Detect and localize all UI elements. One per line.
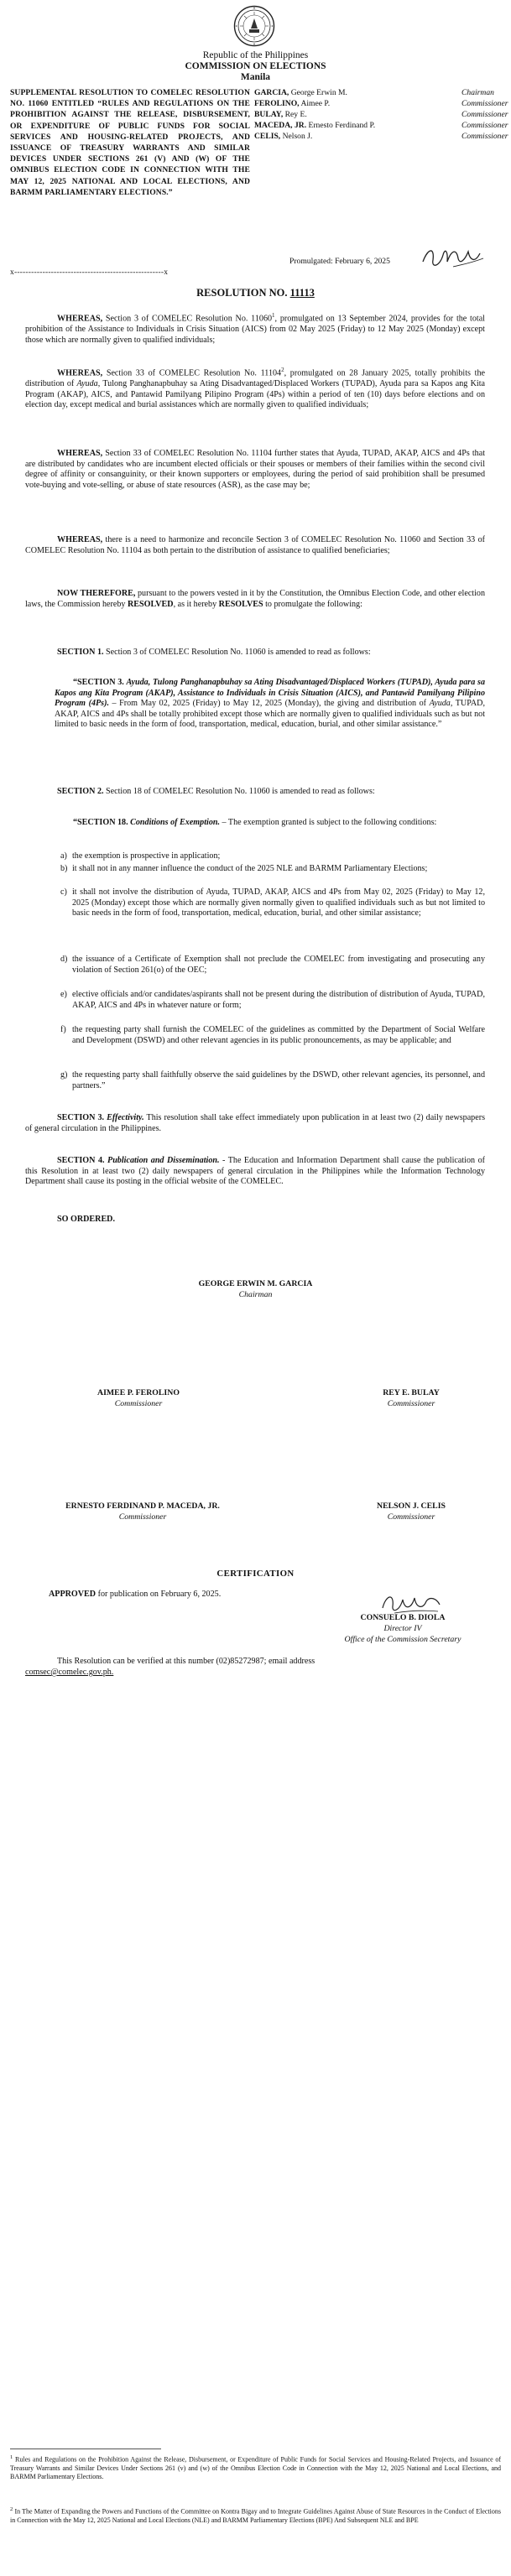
resolution-number: RESOLUTION NO. 11113 [196, 287, 315, 299]
condition-item: e) elective officials and/or candidates/aspirants shall not be present during the distribution of distribution of Ayuda, TUPAD, AKAP, AICS and 4Ps in whatever nature or form; [60, 990, 485, 1010]
section-2-quoted-text: “SECTION 18. Conditions of Exemption. – The exemption granted is subject to the following conditions: [73, 818, 437, 827]
resolution-caption: SUPPLEMENTAL RESOLUTION TO COMELEC RESOLUTION NO. 11060 ENTITLED “RULES AND REGULATIONS ON THE PROHIBITION AGAINST THE RELEASE, DISBURSEMENT, OR EXPENDITURE OF PUBLIC FUNDS FOR SOCIAL SERVICES AND HOUSING-RELATED PROJECTS, AND ISSUANCE OF TREASURY WARRANTS AND SIMILAR DEVICES UNDER SECTIONS 261 (V) AND (W) OF THE OMNIBUS ELECTION CODE IN CONNECTION WITH THE MAY 12, 2025 NATIONAL AND LOCAL ELECTIONS, AND BARMM PARLIAMENTARY ELECTIONS.” [10, 88, 250, 197]
document-page: Republic of the Philippines COMMISSION ON ELECTIONS Manila SUPPLEMENTAL RESOLUTION TO COMELEC RESOLUTION NO. 11060 ENTITLED “RULES AND REGULATIONS ON THE PROHIBITION AGAINST THE RELEASE, DISBURSEMENT, OR EXPENDITURE OF PUBLIC FUNDS FOR SOCIAL SERVICES AND HOUSING-RELATED PROJECTS, AND ISSUANCE OF TREASURY WARRANTS AND SIMILAR DEVICES UNDER SECTIONS 261 (V) AND (W) OF THE OMNIBUS ELECTION CODE IN CONNECTION WITH THE MAY 12, 2025 NATIONAL AND LOCAL ELECTIONS, AND BARMM PARLIAMENTARY ELECTIONS.” x-----------------------------------------------------x GARCIA, George Erwin M. Chairman FEROLINO, Aimee P. Commissioner BULAY, Rey E. Commissioner MACEDA, JR. Ernesto Ferdinand P. Commissioner CELIS, Nelson J. Commissioner Promulgated: February 6, 2025 RESOLUTION NO. 11113 WHEREAS, Section 3 of COMELEC Resolution No. 11060$^1$, promulgated on 13 September 2024, provides for the total prohibition of the Assistance to Individuals in Crisis Situation (AICS) from 02 May 2025 (Friday) to 12 May 2025 (Monday) except those which are normally given to qualified individuals; WHEREAS, Section 33 of COMELEC Resolution No. 11104$^2$, promulgated on 28 January 2025, totally prohibits the distribution of Ayuda, Tulong Panghanapbuhay sa Ating Disadvantaged/Displaced Workers (TUPAD), Ayuda para sa Kapos ang Kita Program (AKAP), AICS, and Pantawid Pamilyang Pilipino Program (4Ps) within a period of ten (10) days before elections and on election day, except medical and burial assistances which are normally given to qualified individuals; WHEREAS, Section 33 of COMELEC Resolution No. 11104 further states that Ayuda, TUPAD, AKAP, AICS and 4Ps that are distributed by candidates who are incumbent elected officials or their spouses or members of their families within the second civil degree of affinity or consanguinity, or their known supporters or employees, during the period of said prohibition shall be presumed vote-buying and vote-selling, or abuse of state resources (ASR), as the case may be; WHEREAS, there is a need to harmonize and reconcile Section 3 of COMELEC Resolution No. 11060 and Section 33 of COMELEC Resolution No. 11104 as both pertain to the distribution of assistance to qualified beneficiaries; NOW THEREFORE, pursuant to the powers vested in it by the Constitution, the Omnibus Election Code, and other election laws, the Commission hereby RESOLVED, as it hereby RESOLVES to promulgate the following: SECTION 1. Section 3 of COMELEC Resolution No. 11060 is amended to read as follows: “SECTION 3. Ayuda, Tulong Panghanapbuhay sa Ating Disadvantaged/Displaced Workers (TUPAD), Ayuda para sa Kapos ang Kita Program (AKAP), Assistance to Individuals in Crisis Situation (AICS), and Pantawid Pamilyang Pilipino Program (4Ps). – From May 02, 2025 (Friday) to May 12, 2025 (Monday), the giving and distribution of Ayuda, TUPAD, AKAP, AICS and 4Ps shall be totally prohibited except those which are normally given to qualified individuals such as but not limited to basic needs in the form of food, transportation, medical, education, burial, and other similar assistance.” SECTION 2. Section 18 of COMELEC Resolution No. 11060 is amended to read as follows: “SECTION 18. Conditions of Exemption. – The exemption granted is subject to the following conditions: a) the exemption is prospective in application; b) it shall not in any manner influence the conduct of the 2025 NLE and BARMM Parliamentary Elections; c) it shall not involve the distribution of Ayuda, TUPAD, AKAP, AICS and 4Ps from May 02, 2025 (Friday) to May 12, 2025 (Monday) except those which are normally given normally given to qualified individuals such as but not limited to basic needs in the form of food, transportation, medical, education, burial, and other similar assistance; d) the issuance of a Certificate of Exemption shall not preclude the COMELEC from investigating and prosecuting any violation of Section 261(o) of the OEC; e) elective officials and/or candidates/aspirants shall not be present during the distribution of distribution of Ayuda, TUPAD, AKAP, AICS and 4Ps in whatever nature or form; f) the requesting party shall furnish the COMELEC of the guidelines as committed by the Department of Social Welfare and Development (DSWD) and other relevant agencies in its public pronouncements, as may be applicable; and g) the requesting party shall faithfully observe the said guidelines by the DSWD, other relevant agencies, its personnel, and partners.” SECTION 3. Effectivity. This resolution shall take effect immediately upon publication in at least two (2) daily newspapers of general circulation in the Philippines. SECTION 4. Publication and Dissemination. - The Education and Information Department shall cause the publication of this Resolution in at least two (2) daily newspapers of general circulation in the Philippines while the Information Technology Department shall cause its posting in the official website of the COMELEC. SO ORDERED. GEORGE ERWIN M. GARCIA Chairman AIMEE P. FEROLINO Commissioner REY E. BULAY Commissioner ERNESTO FERDINAND P. MACEDA, JR. Commissioner NELSON J. CELIS Commissioner CERTIFICATION APPROVED for publication on February 6, 2025. CONSUELO B. DIOLA Director IV Office of the Commission Secretary This Resolution can be verified at this number (02)85272987; email address comsec@comelec.gov.ph. $^1$ Rules and Regulations on the Prohibition Against the Release, Disbursement, or Expenditure of Public Funds for Social Services and Housing-Related Projects, and Issuance of Treasury Warrants and Similar Devices Under Sections 261 (v) and (w) of the Omnibus Election Code in Connection with the May 12, 2025 National and Local Elections, and BARMM Parliamentary Elections. $^2$ In The Matter of Expanding the Powers and Functions of the Committee on Kontra Bigay and to Integrate Guidelines Against Abuse of State Resources in the Conduct of Elections in Connection with the May 12, 2025 National and Local Elections (NLE) and BARMM Parliamentary Elections (BPE) And Subsequent NLE and BPE [0, 0, 511, 2576]
whereas-clause-3: WHEREAS, Section 33 of COMELEC Resolution No. 11104 further states that Ayuda, TUPAD, AKAP, AICS and 4Ps that are distributed by candidates who are incumbent elected officials or their spouses or members of their families within the second civil degree of affinity or consanguinity, or their known supporters or employees, during the period of said prohibition shall be presumed vote-buying and vote-selling, or abuse of state resources (ASR), as the case may be; [25, 449, 485, 490]
verification-note: This Resolution can be verified at this number (02)85272987; email address [57, 1657, 315, 1666]
commissioner-name: REY E. BULAY [383, 1388, 440, 1397]
section-1-quoted-text: “SECTION 3. Ayuda, Tulong Panghanapbuhay sa Ating Disadvantaged/Displaced Workers (TUPAD), Ayuda para sa Kapos ang Kita Program (AKAP), Assistance to Individuals in Crisis Situation (AICS), and Pantawid Pamilyang Pilipino Program (4Ps). – From May 02, 2025 (Friday) to May 12, 2025 (Monday), the giving and distribution of Ayuda, TUPAD, AKAP, AICS and 4Ps shall be totally prohibited except those which are normally given to qualified individuals such as but not limited to basic needs in the form of food, transportation, medical, education, burial, and other similar assistance.” [55, 678, 486, 730]
now-therefore-clause: NOW THEREFORE, pursuant to the powers vested in it by the Constitution, the Omnibus Election Code, and other election laws, the Commission hereby RESOLVED, as it hereby RESOLVES to promulgate the following: [25, 589, 485, 609]
promulgation-date: Promulgated: February 6, 2025 [289, 257, 390, 266]
chairman-name: GEORGE ERWIN M. GARCIA [198, 1279, 313, 1288]
secretary-office: Office of the Commission Secretary [344, 1635, 461, 1644]
secretary-name: CONSUELO B. DIOLA [360, 1613, 446, 1622]
secretary-title: Director IV [383, 1624, 422, 1633]
certification-approved: APPROVED for publication on February 6, 2025. [49, 1590, 222, 1599]
commissioner-name: NELSON J. CELIS [377, 1501, 446, 1511]
commissioner-role: Commissioner [387, 1512, 435, 1522]
condition-item: c) it shall not involve the distribution of Ayuda, TUPAD, AKAP, AICS and 4Ps from May 02, 2025 (Friday) to May 12, 2025 (Monday) except those which are normally given normally given to qualified individuals such as but not limited to basic needs in the form of food, transportation, medical, education, burial, and other similar assistance; [60, 887, 485, 919]
comelec-seal-icon [233, 5, 275, 47]
commissioner-name: AIMEE P. FEROLINO [97, 1388, 180, 1397]
header-city: Manila [240, 72, 271, 82]
section-1: SECTION 1. Section 3 of COMELEC Resolution No. 11060 is amended to read as follows: [57, 648, 371, 657]
caption-separator: x-----------------------------------------------------x [10, 268, 169, 277]
footnote-2: $^2$ In The Matter of Expanding the Powers and Functions of the Committee on Kontra Bigay and to Integrate Guidelines Against Abuse of State Resources in the Conduct of Elections in Connection with the May 12, 2025 National and Local Elections (NLE) and BARMM Parliamentary Elections (BPE) And Subsequent NLE and BPE [10, 2506, 501, 2524]
header-republic: Republic of the Philippines [202, 50, 309, 60]
commissioner-role: Commissioner [118, 1512, 167, 1522]
certification-heading: CERTIFICATION [216, 1569, 295, 1579]
chairman-role: Chairman [238, 1290, 273, 1299]
so-ordered: SO ORDERED. [57, 1215, 115, 1224]
commissioner-role: Commissioner [387, 1399, 435, 1408]
whereas-clause-2: WHEREAS, Section 33 of COMELEC Resolution No. 11104$^2$, promulgated on 28 January 2025, totally prohibits the distribution of Ayuda, Tulong Panghanapbuhay sa Ating Disadvantaged/Displaced Workers (TUPAD), Ayuda para sa Kapos ang Kita Program (AKAP), AICS, and Pantawid Pamilyang Pilipino Program (4Ps) within a period of ten (10) days before elections and on election day, except medical and burial assistances which are normally given to qualified individuals; [25, 367, 485, 410]
condition-item: f) the requesting party shall furnish the COMELEC of the guidelines as committed by the Department of Social Welfare and Development (DSWD) and other relevant agencies in its public pronouncements, as may be applicable; and [60, 1025, 485, 1045]
commissioner-role: Commissioner [114, 1399, 163, 1408]
signature-image [420, 242, 487, 272]
section-3-effectivity: SECTION 3. Effectivity. This resolution shall take effect immediately upon publication in at least two (2) daily newspapers of general circulation in the Philippines. [25, 1113, 485, 1133]
condition-item: a) the exemption is prospective in application; [60, 851, 221, 861]
condition-item: g) the requesting party shall faithfully observe the said guidelines by the DSWD, other relevant agencies, its personnel, and partners.” [60, 1070, 485, 1090]
condition-item: b) it shall not in any manner influence the conduct of the 2025 NLE and BARMM Parliamentary Elections; [60, 864, 428, 873]
commissioner-name: ERNESTO FERDINAND P. MACEDA, JR. [65, 1501, 220, 1511]
footnote-1: $^1$ Rules and Regulations on the Prohibition Against the Release, Disbursement, or Expenditure of Public Funds for Social Services and Housing-Related Projects, and Issuance of Treasury Warrants and Similar Devices Under Sections 261 (v) and (w) of the Omnibus Election Code in Connection with the May 12, 2025 National and Local Elections, and BARMM Parliamentary Elections. [10, 2454, 502, 2480]
section-2: SECTION 2. Section 18 of COMELEC Resolution No. 11060 is amended to read as follows: [57, 787, 375, 796]
verification-email[interactable]: comsec@comelec.gov.ph. [25, 1668, 114, 1677]
whereas-clause-4: WHEREAS, there is a need to harmonize and reconcile Section 3 of COMELEC Resolution No. 11060 and Section 33 of COMELEC Resolution No. 11104 as both pertain to the distribution of assistance to qualified beneficiaries; [25, 535, 485, 555]
condition-item: d) the issuance of a Certificate of Exemption shall not preclude the COMELEC from investigating and prosecuting any violation of Section 261(o) of the OEC; [60, 955, 485, 975]
section-4-publication: SECTION 4. Publication and Dissemination. - The Education and Information Department shall cause the publication of this Resolution in at least two (2) daily newspapers of general circulation in the Philippines while the Information Technology Department shall cause its posting in the official website of the COMELEC. [25, 1156, 485, 1187]
header-agency: COMMISSION ON ELECTIONS [185, 61, 326, 71]
whereas-clause-1: WHEREAS, Section 3 of COMELEC Resolution No. 11060$^1$, promulgated on 13 September 2024, provides for the total prohibition of the Assistance to Individuals in Crisis Situation (AICS) from 02 May 2025 (Friday) to 12 May 2025 (Monday) except those which are normally given to qualified individuals; [25, 312, 485, 345]
